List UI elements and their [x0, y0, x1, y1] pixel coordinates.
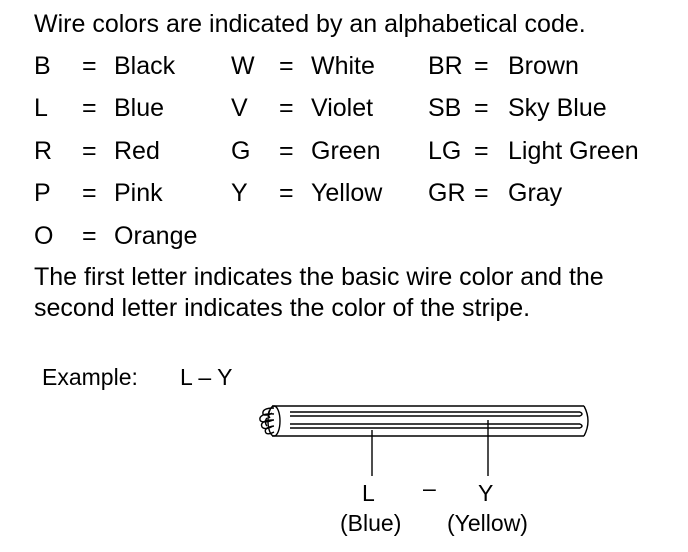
color-code: GR	[428, 179, 466, 207]
example-label: Example:	[42, 364, 138, 390]
example-code: L – Y	[180, 364, 233, 390]
callout-stripe-letter: Y	[478, 480, 494, 506]
equals-sign: =	[279, 137, 294, 165]
color-name: Red	[114, 137, 160, 165]
color-code: P	[34, 179, 51, 207]
color-name: Green	[311, 137, 381, 165]
callout-base-color: (Blue)	[340, 510, 402, 536]
color-name: Blue	[114, 94, 165, 122]
explanation-line: second letter indicates the color of the stripe.	[34, 294, 531, 322]
color-code: BR	[428, 52, 463, 80]
color-name: Light Green	[508, 137, 639, 165]
equals-sign: =	[474, 137, 489, 165]
color-code: B	[34, 52, 51, 80]
explanation-paragraph	[34, 262, 674, 324]
equals-sign: =	[474, 52, 489, 80]
equals-sign: =	[474, 94, 489, 122]
color-code: G	[231, 137, 251, 165]
equals-sign: =	[279, 179, 294, 207]
color-name: Orange	[114, 222, 198, 250]
color-code: SB	[428, 94, 462, 122]
color-code: L	[34, 94, 48, 122]
equals-sign: =	[82, 52, 97, 80]
equals-sign: =	[82, 137, 97, 165]
equals-sign: =	[82, 94, 97, 122]
color-name: Black	[114, 52, 176, 80]
color-name: Pink	[114, 179, 163, 207]
explanation-line: The first letter indicates the basic wire color and the	[34, 263, 604, 291]
color-name: Violet	[311, 94, 374, 122]
equals-sign: =	[82, 179, 97, 207]
wire-illustration	[250, 396, 600, 476]
equals-sign: =	[279, 52, 294, 80]
equals-sign: =	[279, 94, 294, 122]
callout-stripe-color: (Yellow)	[447, 510, 528, 536]
color-name: Brown	[508, 52, 579, 80]
equals-sign: =	[474, 179, 489, 207]
color-code: V	[231, 94, 248, 122]
callout-dash: –	[423, 475, 436, 501]
callout-base-letter: L	[362, 480, 375, 506]
color-name: White	[311, 52, 375, 80]
color-code: LG	[428, 137, 462, 165]
color-name: Gray	[508, 179, 563, 207]
color-code: R	[34, 137, 53, 165]
color-name: Sky Blue	[508, 94, 607, 122]
page-heading: Wire colors are indicated by an alphabetical code.	[34, 10, 586, 38]
color-code: Y	[231, 179, 248, 207]
color-name: Yellow	[311, 179, 383, 207]
color-code: W	[231, 52, 255, 80]
equals-sign: =	[82, 222, 97, 250]
color-code: O	[34, 222, 54, 250]
